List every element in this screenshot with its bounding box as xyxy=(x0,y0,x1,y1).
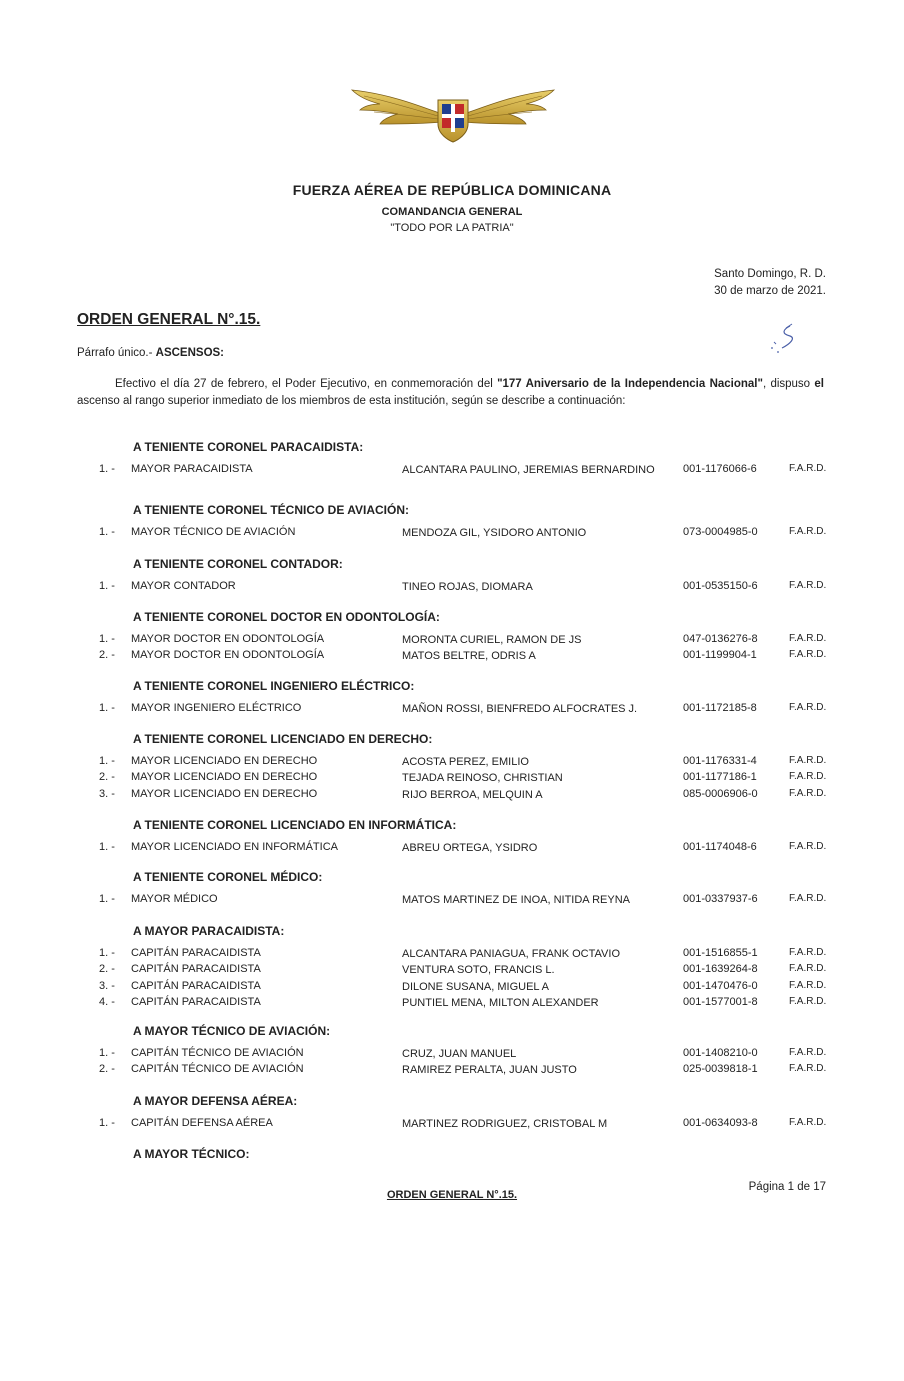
institution: F.A.R.D. xyxy=(789,947,827,958)
promotion-row xyxy=(0,702,904,718)
institution: F.A.R.D. xyxy=(789,1063,827,1075)
member-name: RIJO BERROA, MELQUIN A xyxy=(402,788,543,801)
current-rank: MAYOR LICENCIADO EN DERECHO xyxy=(131,755,318,767)
institution: F.A.R.D. xyxy=(789,580,827,591)
id-number: 073-0004985-0 xyxy=(683,526,758,538)
member-name: ALCANTARA PANIAGUA, FRANK OCTAVIO xyxy=(402,948,621,960)
section-title: A TENIENTE CORONEL INGENIERO ELÉCTRICO: xyxy=(133,679,415,693)
promotion-row xyxy=(0,1117,904,1133)
member-name: DILONE SUSANA, MIGUEL A xyxy=(402,980,549,993)
current-rank: MAYOR PARACAIDISTA xyxy=(131,463,253,475)
promotion-row xyxy=(0,649,904,665)
paragraph-subject: ASCENSOS: xyxy=(155,347,225,359)
institution: F.A.R.D. xyxy=(789,963,827,975)
row-number: 1. - xyxy=(99,947,115,959)
id-number: 001-1177186-1 xyxy=(683,771,757,784)
row-number: 3. - xyxy=(99,979,115,992)
institution: F.A.R.D. xyxy=(789,702,827,713)
row-number: 2. - xyxy=(99,649,115,662)
id-number: 085-0006906-0 xyxy=(683,787,758,800)
paragraph-label: Párrafo único.- xyxy=(77,347,153,359)
section-title: A TENIENTE CORONEL CONTADOR: xyxy=(133,557,343,571)
intro-anniversary: "177 Aniversario de la Independencia Nacional" xyxy=(497,378,763,390)
id-number: 001-1176066-6 xyxy=(683,463,757,475)
current-rank: MAYOR LICENCIADO EN DERECHO xyxy=(131,771,318,784)
member-name: ACOSTA PEREZ, EMILIO xyxy=(402,756,529,768)
section-title: A TENIENTE CORONEL DOCTOR EN ODONTOLOGÍA: xyxy=(133,610,440,624)
institution: F.A.R.D. xyxy=(789,1047,827,1058)
id-number: 001-0337937-6 xyxy=(683,893,758,905)
row-number: 2. - xyxy=(99,963,115,976)
intro-text-2: , dispuso xyxy=(762,378,815,390)
section-title: A TENIENTE CORONEL LICENCIADO EN INFORMÁTICA: xyxy=(133,818,457,832)
promotion-row xyxy=(0,463,904,479)
member-name: MAÑON ROSSI, BIENFREDO ALFOCRATES J. xyxy=(402,703,638,715)
id-number: 001-1408210-0 xyxy=(683,1047,758,1059)
id-number: 001-0535150-6 xyxy=(683,580,758,592)
row-number: 1. - xyxy=(99,1117,115,1129)
section-title: A TENIENTE CORONEL MÉDICO: xyxy=(133,870,323,884)
current-rank: CAPITÁN PARACAIDISTA xyxy=(131,995,261,1008)
row-number: 1. - xyxy=(99,755,115,767)
section-title: A TENIENTE CORONEL PARACAIDISTA: xyxy=(133,440,364,454)
id-number: 001-1199904-1 xyxy=(683,649,757,662)
id-number: 001-1516855-1 xyxy=(683,947,758,959)
section-title: A MAYOR PARACAIDISTA: xyxy=(133,924,285,938)
current-rank: MAYOR DOCTOR EN ODONTOLOGÍA xyxy=(131,633,325,645)
promotion-row xyxy=(0,947,904,963)
promotion-row xyxy=(0,980,904,996)
row-number: 2. - xyxy=(99,1063,115,1076)
id-number: 001-0634093-8 xyxy=(683,1117,758,1129)
row-number: 2. - xyxy=(99,771,115,784)
id-number: 025-0039818-1 xyxy=(683,1063,758,1076)
id-number: 001-1470476-0 xyxy=(683,979,758,992)
id-number: 001-1176331-4 xyxy=(683,755,757,767)
current-rank: CAPITÁN PARACAIDISTA xyxy=(131,979,261,992)
promotion-row xyxy=(0,841,904,857)
section-title: A MAYOR DEFENSA AÉREA: xyxy=(133,1094,298,1108)
institution: F.A.R.D. xyxy=(789,979,827,991)
section-title: A TENIENTE CORONEL LICENCIADO EN DERECHO: xyxy=(133,732,433,746)
promotion-row xyxy=(0,963,904,979)
motto: "TODO POR LA PATRIA" xyxy=(390,222,514,234)
row-number: 1. - xyxy=(99,702,115,714)
promotion-row xyxy=(0,526,904,542)
row-number: 1. - xyxy=(99,1047,115,1059)
promotion-row xyxy=(0,1063,904,1079)
row-number: 1. - xyxy=(99,633,115,645)
institution: F.A.R.D. xyxy=(789,841,827,852)
institution: F.A.R.D. xyxy=(789,633,827,644)
air-force-wings-emblem xyxy=(350,84,556,146)
id-number: 001-1172185-8 xyxy=(683,702,757,714)
member-name: RAMIREZ PERALTA, JUAN JUSTO xyxy=(402,1064,577,1077)
member-name: ABREU ORTEGA, YSIDRO xyxy=(402,842,538,854)
date: 30 de marzo de 2021. xyxy=(714,285,826,297)
promotion-row xyxy=(0,893,904,909)
institution: F.A.R.D. xyxy=(789,771,827,783)
institution: F.A.R.D. xyxy=(789,649,827,661)
member-name: VENTURA SOTO, FRANCIS L. xyxy=(402,964,555,977)
institution: F.A.R.D. xyxy=(789,463,827,474)
promotion-row xyxy=(0,1047,904,1063)
intro-text-1: Efectivo el día 27 de febrero, el Poder Ejecutivo, en conmemoración del xyxy=(115,378,498,390)
current-rank: CAPITÁN PARACAIDISTA xyxy=(131,963,261,976)
promotion-row xyxy=(0,771,904,787)
promotion-row xyxy=(0,755,904,771)
page-number: Página 1 de 17 xyxy=(748,1181,826,1193)
current-rank: MAYOR DOCTOR EN ODONTOLOGÍA xyxy=(131,649,325,662)
current-rank: CAPITÁN PARACAIDISTA xyxy=(131,947,261,959)
member-name: MATOS MARTINEZ DE INOA, NITIDA REYNA xyxy=(402,894,630,906)
current-rank: MAYOR LICENCIADO EN DERECHO xyxy=(131,787,318,800)
intro-text-3: ascenso al rango superior inmediato de los miembros de esta institución, según se describe a continuación: xyxy=(77,394,626,407)
member-name: MORONTA CURIEL, RAMON DE JS xyxy=(402,634,582,646)
member-name: ALCANTARA PAULINO, JEREMIAS BERNARDINO xyxy=(402,464,655,476)
member-name: PUNTIEL MENA, MILTON ALEXANDER xyxy=(402,996,599,1009)
member-name: CRUZ, JUAN MANUEL xyxy=(402,1048,517,1060)
promotion-row xyxy=(0,788,904,804)
current-rank: MAYOR CONTADOR xyxy=(131,580,236,592)
row-number: 4. - xyxy=(99,995,115,1008)
id-number: 001-1639264-8 xyxy=(683,963,758,976)
promotion-row xyxy=(0,633,904,649)
member-name: MARTINEZ RODRIGUEZ, CRISTOBAL M xyxy=(402,1118,608,1130)
promotion-row xyxy=(0,580,904,596)
institution: F.A.R.D. xyxy=(789,1117,827,1128)
id-number: 001-1174048-6 xyxy=(683,841,757,853)
initials-signature xyxy=(768,322,804,356)
id-number: 001-1577001-8 xyxy=(683,995,758,1008)
row-number: 1. - xyxy=(99,526,115,538)
row-number: 1. - xyxy=(99,841,115,853)
row-number: 3. - xyxy=(99,787,115,800)
place: Santo Domingo, R. D. xyxy=(714,268,826,280)
current-rank: MAYOR LICENCIADO EN INFORMÁTICA xyxy=(131,841,338,853)
current-rank: MAYOR INGENIERO ELÉCTRICO xyxy=(131,702,302,714)
command-subtitle: COMANDANCIA GENERAL xyxy=(381,206,523,218)
section-title: A MAYOR TÉCNICO: xyxy=(133,1147,250,1161)
promotion-row xyxy=(0,996,904,1012)
row-number: 1. - xyxy=(99,580,115,592)
current-rank: CAPITÁN DEFENSA AÉREA xyxy=(131,1117,273,1129)
institution: F.A.R.D. xyxy=(789,787,827,799)
row-number: 1. - xyxy=(99,893,115,905)
current-rank: MAYOR TÉCNICO DE AVIACIÓN xyxy=(131,526,296,538)
paragraph-heading xyxy=(77,347,224,359)
current-rank: CAPITÁN TÉCNICO DE AVIACIÓN xyxy=(131,1063,304,1076)
id-number: 047-0136276-8 xyxy=(683,633,758,645)
institution: F.A.R.D. xyxy=(789,755,827,766)
member-name: MATOS BELTRE, ODRIS A xyxy=(402,650,536,663)
intro-text-bold: el xyxy=(814,378,824,390)
order-title: ORDEN GENERAL N°.15. xyxy=(77,311,261,328)
member-name: TINEO ROJAS, DIOMARA xyxy=(402,581,533,593)
footer-order-title: ORDEN GENERAL N°.15. xyxy=(386,1189,518,1201)
current-rank: CAPITÁN TÉCNICO DE AVIACIÓN xyxy=(131,1047,304,1059)
institution-title: FUERZA AÉREA DE REPÚBLICA DOMINICANA xyxy=(292,182,612,198)
member-name: MENDOZA GIL, YSIDORO ANTONIO xyxy=(402,527,587,539)
current-rank: MAYOR MÉDICO xyxy=(131,893,218,905)
member-name: TEJADA REINOSO, CHRISTIAN xyxy=(402,772,563,785)
institution: F.A.R.D. xyxy=(789,526,827,537)
row-number: 1. - xyxy=(99,463,115,475)
section-title: A MAYOR TÉCNICO DE AVIACIÓN: xyxy=(133,1024,331,1038)
institution: F.A.R.D. xyxy=(789,893,827,904)
intro-paragraph xyxy=(77,376,824,409)
institution: F.A.R.D. xyxy=(789,995,827,1007)
section-title: A TENIENTE CORONEL TÉCNICO DE AVIACIÓN: xyxy=(133,503,410,517)
